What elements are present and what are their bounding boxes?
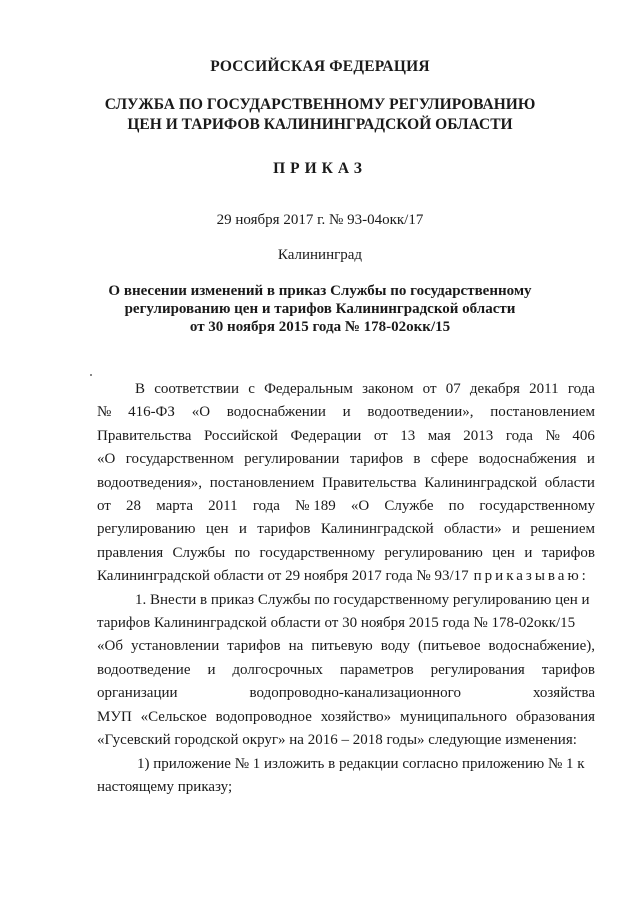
body-line [97,472,595,495]
body-line [97,378,595,401]
body-word: водоснабжении [226,404,326,421]
body-word: года [505,427,533,444]
body-word: области» [444,521,502,538]
body-word: 07 [445,381,461,397]
body-word: тарифов [227,638,281,655]
body-word: тарифов Калининградской области от 30 ноября 2015 года № 178-02окк/15 [97,615,576,632]
date-and-number: 29 ноября 2017 г. № 93-04окк/17 [216,212,424,228]
body-word: регулировании [244,451,340,468]
document-type-title: ПРИКАЗ [273,160,367,177]
agency-heading [0,95,640,135]
body-word: водоотведении», [367,404,474,421]
subject-line-2: регулированию цен и тарифов Калининградской области [124,301,516,317]
body-word: и [512,521,521,538]
body-line [97,682,595,705]
body-word: решением [530,521,595,538]
country-heading: РОССИЙСКАЯ ФЕДЕРАЦИЯ [210,58,430,75]
body-line [97,659,595,682]
body-word: с [248,381,255,397]
body-word: области [544,474,595,491]
body-word: № [545,427,560,444]
body-word: соответствии [154,381,239,397]
body-line [97,729,595,752]
body-word: «Сельское [140,708,207,725]
body-line [97,753,595,776]
body-word: тарифов [541,544,595,561]
body-word: регулирования [430,661,525,678]
body-word: 406 [572,427,595,444]
body-word: установлении [131,638,220,655]
body-word: правления [97,544,164,561]
body-word: государственному [259,544,376,561]
body-text: настоящему приказу; [97,778,233,795]
body-word: тарифов [257,521,311,538]
body-line [97,776,595,799]
body-word: марта [156,498,193,515]
body-word: «Об [97,638,123,655]
body-word: организации [97,685,178,702]
body-word: (питьевое [418,638,481,655]
body-word: декабря [469,381,520,397]
body-word: Федеральным [264,381,353,397]
body-word: года [252,498,280,515]
body-word: 1. Внести в приказ Службы по государственному регулированию цен и [135,591,590,608]
body-word: 2011 [529,381,559,397]
paragraph-preamble [97,378,595,565]
body-text: 1) приложение № 1 изложить в редакции согласно приложению № 1 к [137,755,585,772]
body-line [97,565,595,588]
body-word: водоотведение [97,661,191,678]
body-word: и [238,521,247,538]
body-word: Калининградской [320,521,434,538]
body-word: Службе [384,498,434,515]
body-word: регулированию [384,544,483,561]
body-word: постановлением [209,474,315,491]
body-text: Калининградской области от 29 ноября 2017 года № 93/17 [97,568,469,585]
body-line [97,495,595,518]
body-line [97,635,595,658]
body-word: и [342,404,351,421]
body-word: в [413,451,421,468]
subject-line-3: от 30 ноября 2015 года № 178-02окк/15 [189,319,451,335]
body-word: 2013 [463,427,494,444]
body-line [97,706,595,729]
body-word: года [567,381,595,397]
body-line [97,448,595,471]
body-word: на [288,638,304,655]
body-word: по [448,498,465,515]
body-word: Российской [203,427,278,444]
body-word: 416-ФЗ [128,404,175,421]
body-word: муниципального [400,708,508,725]
body-word: питьевую [311,638,373,655]
body-word: 28 [126,498,142,515]
body-word: цен [492,544,515,561]
body-word: долгосрочных [232,661,323,678]
body-line [97,425,595,448]
body-word: «О [191,404,211,421]
body-word: от [422,381,437,397]
body-word: В [135,381,146,397]
city-name: Калининград [277,247,363,263]
body-word: водоснабжение), [488,638,595,655]
document-body [97,378,595,799]
body-word: законом [362,381,414,397]
body-word: государственному [479,498,595,515]
body-word: водопроводное [215,708,312,725]
body-word: мая [427,427,451,444]
body-word: воду [380,638,410,655]
body-word: тарифов [349,451,404,468]
body-word: от [97,498,111,515]
body-word: и [207,661,216,678]
body-word: водоотведения», [97,474,202,491]
order-subject [0,282,640,336]
body-line [97,589,595,612]
body-word: параметров [339,661,414,678]
body-word: Службы [172,544,226,561]
body-word: постановлением [490,404,595,421]
body-word: хозяйства [532,685,595,702]
body-word: МУП [97,708,132,725]
body-word: и [586,451,595,468]
agency-heading-line-1: СЛУЖБА ПО ГОСУДАРСТВЕННОМУ РЕГУЛИРОВАНИЮ [104,96,536,113]
body-word: по [234,544,251,561]
body-line [97,518,595,541]
body-word: и [524,544,533,561]
body-text: «Гусевский городской округ» на 2016 – 2018 годы» следующие изменения: [97,732,577,749]
body-text-spaced: приказываю: [473,568,589,585]
body-word: Федерации [290,427,362,444]
body-word: от [373,427,388,444]
body-word: регулированию [97,521,196,538]
body-word: Правительства [97,427,192,444]
body-word: тарифов [541,661,595,678]
body-word: водоснабжения [478,451,577,468]
body-word: 2011 [208,498,238,515]
body-line [97,612,595,635]
body-word: государственном [125,451,234,468]
body-word: «О [350,498,370,515]
body-line [97,401,595,424]
body-word: цен [205,521,229,538]
body-line [97,542,595,565]
body-word: Калининградской [424,474,538,491]
body-word: 13 [400,427,416,444]
body-word: водопроводно-канализационного [249,685,461,702]
body-word: Правительства [322,474,417,491]
agency-heading-line-2: ЦЕН И ТАРИФОВ КАЛИНИНГРАДСКОЙ ОБЛАСТИ [127,116,513,133]
body-word: сфере [430,451,469,468]
body-word: «О [97,451,116,468]
paragraph-item-1 [97,589,595,729]
body-word: хозяйство» [320,708,392,725]
body-word: № 189 [295,498,336,515]
body-word: № [97,404,112,421]
scan-speck [90,374,92,376]
body-word: образования [515,708,595,725]
subject-line-1: О внесении изменений в приказ Службы по государственному [108,283,532,299]
